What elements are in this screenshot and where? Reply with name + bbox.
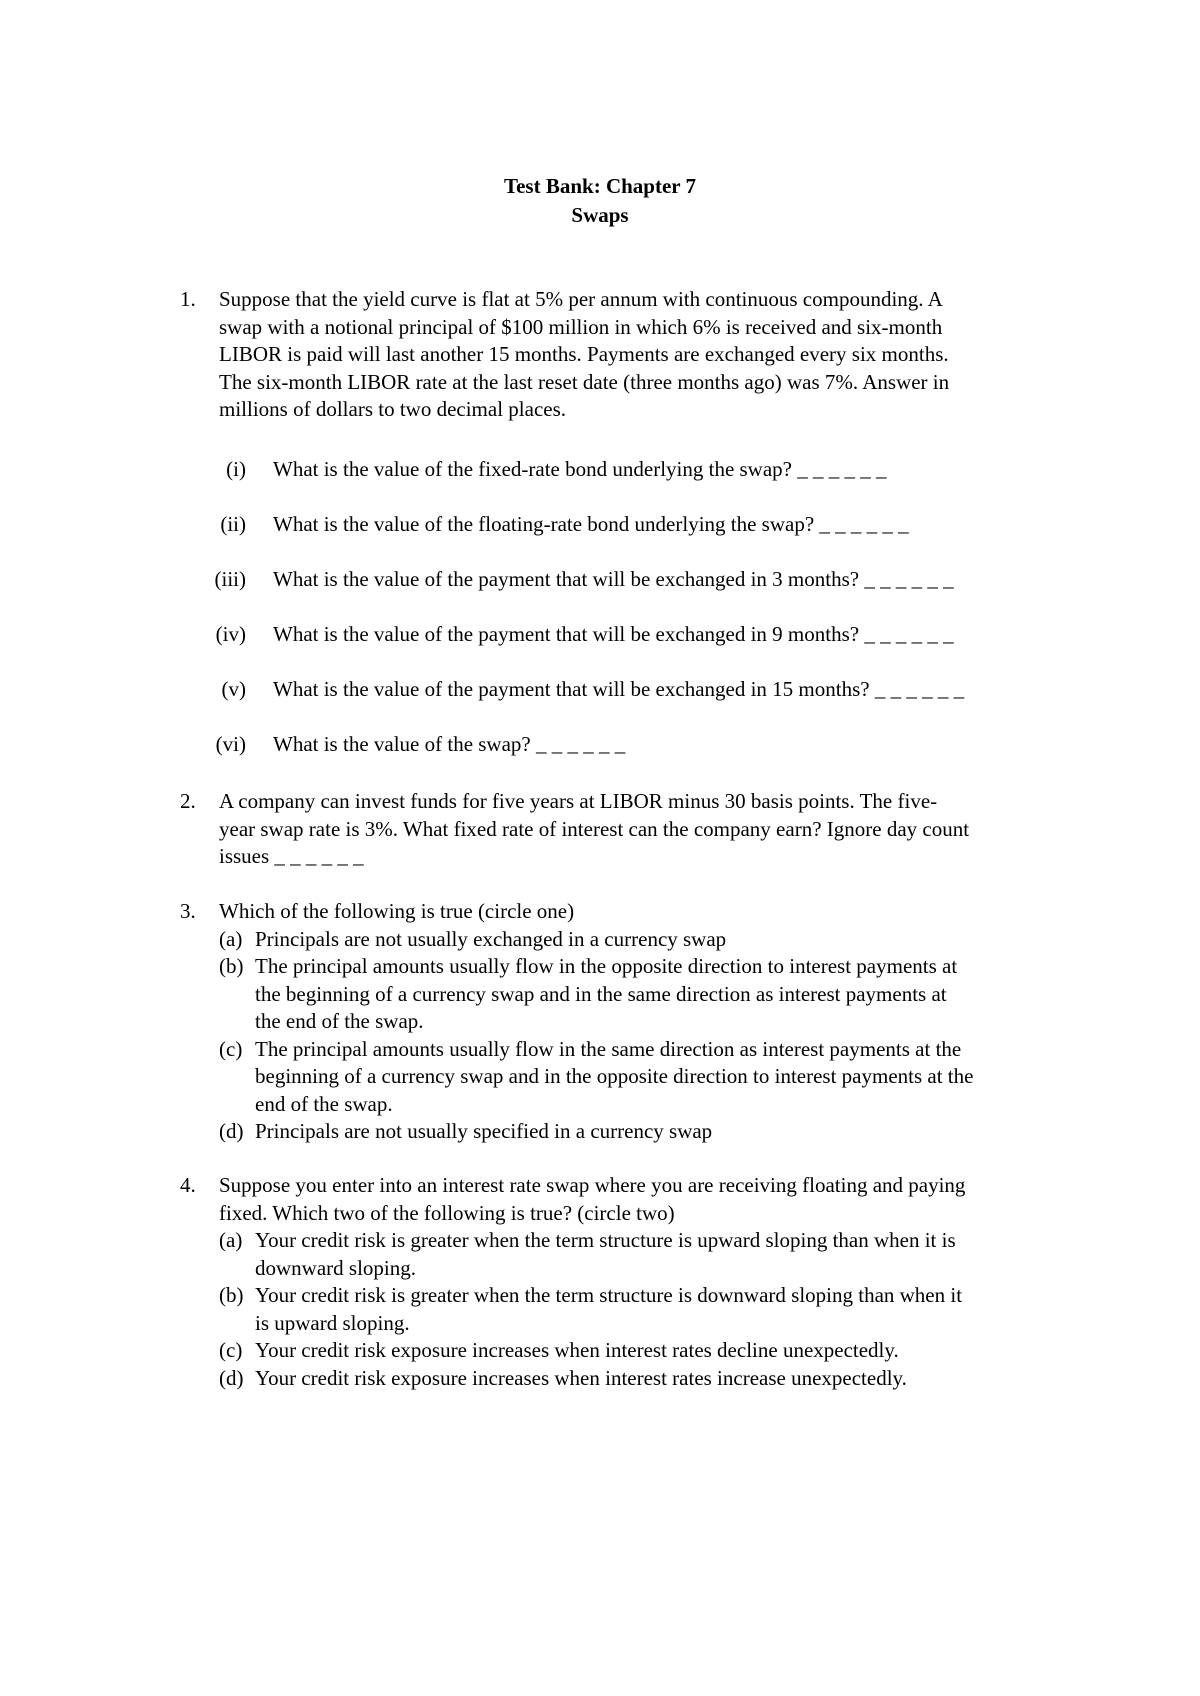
option-d: [219, 1118, 1099, 1146]
options-list: [219, 1227, 1099, 1392]
option-label: (c): [219, 1338, 243, 1362]
option-a: [219, 1227, 1099, 1282]
question-line: A company can invest funds for five years at LIBOR minus 30 basis points. The five-: [219, 789, 938, 813]
option-line: The principal amounts usually flow in the opposite direction to interest payments at: [255, 954, 958, 978]
option-d: [219, 1365, 1099, 1393]
option-line: is upward sloping.: [255, 1310, 410, 1335]
question-text: [219, 286, 1099, 424]
option-b: [219, 1282, 1099, 1337]
question-line: fixed. Which two of the following is true? (circle two): [219, 1200, 675, 1225]
question-text: [219, 1172, 1099, 1392]
question-line: LIBOR is paid will last another 15 months. Payments are exchanged every six months.: [219, 342, 949, 366]
subquestion-label: (iii): [214, 567, 246, 591]
option-line: the beginning of a currency swap and in the same direction as interest payments at: [255, 981, 947, 1006]
title-block: [0, 172, 1200, 230]
option-label: (d): [219, 1119, 244, 1143]
option-c: [219, 1036, 1099, 1119]
subquestion-label: (i): [226, 457, 246, 481]
subquestion-label: (vi): [215, 732, 246, 756]
option-line: Your credit risk exposure increases when interest rates increase unexpectedly.: [255, 1365, 907, 1390]
option-line: downward sloping.: [255, 1255, 416, 1280]
question-line: Which of the following is true (circle one): [219, 899, 575, 923]
option-line: beginning of a currency swap and in the opposite direction to interest payments at the: [255, 1064, 974, 1088]
option-line: Your credit risk is greater when the term structure is upward sloping than when it is: [255, 1228, 956, 1252]
question-line: Suppose you enter into an interest rate swap where you are receiving floating and paying: [219, 1173, 966, 1197]
subquestion-text: What is the value of the swap? _ _ _ _ _ _: [273, 732, 626, 756]
question-number: 4.: [180, 1173, 196, 1197]
option-line: The principal amounts usually flow in the same direction as interest payments at the: [255, 1036, 962, 1061]
subquestion-text: What is the value of the fixed-rate bond underlying the swap? _ _ _ _ _ _: [273, 457, 887, 481]
document-subtitle: Swaps: [571, 203, 629, 227]
question-line: swap with a notional principal of $100 million in which 6% is received and six-month: [219, 314, 943, 339]
option-line: Principals are not usually specified in a currency swap: [255, 1119, 713, 1143]
option-a: [219, 926, 1099, 954]
option-b: [219, 953, 1099, 1036]
option-line: the end of the swap.: [255, 1009, 424, 1033]
option-label: (c): [219, 1036, 243, 1061]
subquestion-text: What is the value of the payment that will be exchanged in 9 months? _ _ _ _ _ _: [273, 622, 954, 646]
subquestion-text: What is the value of the payment that will be exchanged in 3 months? _ _ _ _ _ _: [273, 567, 954, 591]
question-number: 3.: [180, 899, 196, 923]
question-line: issues _ _ _ _ _ _: [219, 844, 364, 868]
subquestion-text: What is the value of the floating-rate bond underlying the swap? _ _ _ _ _ _: [273, 512, 909, 536]
question-text: [219, 898, 1099, 1146]
question-line: year swap rate is 3%. What fixed rate of interest can the company earn? Ignore day count: [219, 816, 970, 841]
question-text: [219, 788, 1099, 871]
option-label: (d): [219, 1365, 244, 1390]
subquestion-label: (v): [221, 677, 246, 701]
document-title: Test Bank: Chapter 7: [504, 174, 696, 198]
subquestion-text: What is the value of the payment that will be exchanged in 15 months? _ _ _ _ _ _: [273, 677, 965, 701]
option-line: Your credit risk is greater when the term structure is downward sloping than when it: [255, 1283, 963, 1307]
option-label: (a): [219, 1228, 243, 1252]
option-line: Principals are not usually exchanged in a currency swap: [255, 926, 727, 951]
option-label: (b): [219, 954, 244, 978]
subquestion-label: (iv): [215, 622, 246, 646]
question-line: The six-month LIBOR rate at the last reset date (three months ago) was 7%. Answer in: [219, 369, 950, 394]
option-line: Your credit risk exposure increases when interest rates decline unexpectedly.: [255, 1338, 899, 1362]
question-number: 1.: [180, 287, 196, 311]
option-c: [219, 1337, 1099, 1365]
subquestion-label: (ii): [220, 512, 246, 536]
question-line: Suppose that the yield curve is flat at 5% per annum with continuous compounding. A: [219, 287, 943, 311]
question-number: 2.: [180, 789, 196, 813]
option-line: end of the swap.: [255, 1091, 393, 1116]
options-list: [219, 926, 1099, 1146]
option-label: (b): [219, 1283, 244, 1307]
question-line: millions of dollars to two decimal places.: [219, 397, 567, 421]
option-label: (a): [219, 926, 243, 951]
